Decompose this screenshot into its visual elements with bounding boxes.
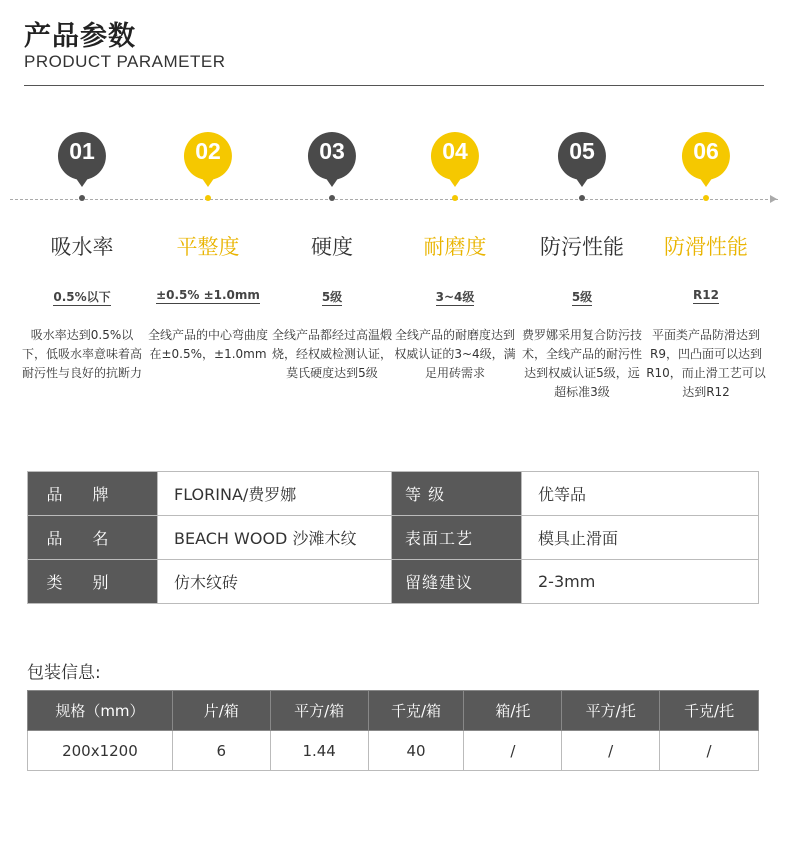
feature-02 (145, 130, 271, 420)
spec-key (28, 560, 158, 604)
spec-value: 2-3mm (522, 560, 759, 604)
spec-key (28, 516, 158, 560)
feature-value-text: 0.5%以下 (53, 290, 111, 304)
feature-description: 费罗娜采用复合防污技术，全线产品的耐污性达到权威认证5级，远超标准3级 (521, 328, 642, 399)
feature-number: 04 (442, 138, 468, 164)
feature-04 (392, 130, 518, 420)
map-pin-icon (182, 130, 234, 190)
page-subtitle: PRODUCT PARAMETER (24, 52, 226, 71)
feature-number: 05 (569, 138, 595, 164)
spec-key: 留缝建议 (392, 560, 522, 604)
feature-05 (519, 130, 645, 420)
spec-key: 等 级 (392, 472, 522, 516)
spec-value: 仿木纹砖 (158, 560, 392, 604)
feature-number: 06 (693, 138, 719, 164)
packaging-table (27, 690, 759, 771)
packaging-header-cell: 片/箱 (172, 691, 270, 731)
map-pin-icon (429, 130, 481, 190)
feature-value (519, 288, 645, 305)
timeline-dot (329, 195, 335, 201)
table-row (28, 516, 759, 560)
feature-title: 平整度 (176, 235, 240, 259)
map-pin-icon (56, 130, 108, 190)
feature-description: 全线产品都经过高温煅烧，经权威检测认证，莫氏硬度达到5级 (271, 328, 392, 380)
feature-description: 全线产品的耐磨度达到权威认证的3~4级，满足用砖需求 (394, 328, 516, 380)
timeline-dot (79, 195, 85, 201)
timeline-dot (579, 195, 585, 201)
spec-key-text: 品名 (46, 529, 139, 548)
packaging-cell: 200x1200 (28, 731, 173, 771)
table-row (28, 731, 759, 771)
spec-key (28, 472, 158, 516)
packaging-cell: / (562, 731, 660, 771)
spec-value: 模具止滑面 (522, 516, 759, 560)
spec-value: 优等品 (522, 472, 759, 516)
spec-value: BEACH WOOD 沙滩木纹 (158, 516, 392, 560)
table-row (28, 472, 759, 516)
packaging-cell: / (660, 731, 759, 771)
packaging-header-cell: 千克/托 (660, 691, 759, 731)
feature-description: 吸水率达到0.5%以下，低吸水率意味着高耐污性与良好的抗断力 (21, 328, 142, 380)
feature-number: 01 (69, 138, 95, 164)
map-pin-icon (680, 130, 732, 190)
feature-title: 吸水率 (50, 235, 114, 259)
packaging-title: 包装信息: (27, 663, 101, 683)
packaging-cell: 6 (172, 731, 270, 771)
timeline-dot (452, 195, 458, 201)
feature-06 (643, 130, 769, 420)
spec-key: 表面工艺 (392, 516, 522, 560)
packaging-header-cell: 规格（mm） (28, 691, 173, 731)
feature-value-text: R12 (693, 288, 719, 302)
spec-table (27, 471, 759, 604)
map-pin-icon (556, 130, 608, 190)
feature-03 (269, 130, 395, 420)
packaging-cell: 40 (368, 731, 464, 771)
packaging-header-row (28, 691, 759, 731)
timeline-dot (703, 195, 709, 201)
feature-value (269, 288, 395, 305)
table-row (28, 560, 759, 604)
page-title: 产品参数 (24, 21, 136, 52)
feature-title: 防污性能 (540, 235, 624, 259)
feature-01 (19, 130, 145, 420)
feature-description: 平面类产品防滑达到R9，凹凸面可以达到R10，而止滑工艺可以达到R12 (646, 328, 766, 399)
feature-value (19, 288, 145, 305)
feature-value-text: 3~4级 (435, 290, 475, 304)
header-divider (24, 85, 764, 86)
spec-value: FLORINA/费罗娜 (158, 472, 392, 516)
feature-description: 全线产品的中心弯曲度在±0.5%，±1.0mm (147, 328, 268, 361)
packaging-header-cell: 平方/托 (562, 691, 660, 731)
packaging-cell: / (464, 731, 562, 771)
spec-key-text: 类别 (46, 573, 139, 592)
feature-number: 02 (195, 138, 221, 164)
feature-title: 硬度 (311, 235, 353, 259)
timeline-dot (205, 195, 211, 201)
feature-value (643, 288, 769, 302)
timeline-arrow-icon (770, 195, 777, 203)
feature-value (392, 288, 518, 305)
feature-value-text: 5级 (571, 290, 593, 304)
map-pin-icon (306, 130, 358, 190)
packaging-cell: 1.44 (270, 731, 368, 771)
feature-value-text: ±0.5% ±1.0mm (156, 288, 260, 302)
spec-key-text: 品牌 (46, 485, 139, 504)
feature-number: 03 (319, 138, 345, 164)
feature-title: 防滑性能 (664, 235, 748, 259)
feature-value (145, 288, 271, 302)
packaging-header-cell: 箱/托 (464, 691, 562, 731)
feature-value-text: 5级 (321, 290, 343, 304)
feature-title: 耐磨度 (423, 235, 487, 259)
packaging-header-cell: 千克/箱 (368, 691, 464, 731)
packaging-header-cell: 平方/箱 (270, 691, 368, 731)
